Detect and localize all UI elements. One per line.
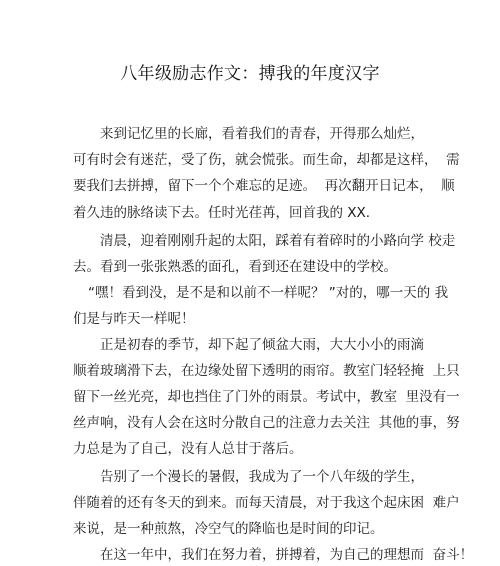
paragraph-4-line-3: 留下一丝光亮，却也挡住了门外的雨景。考试中，教室 里没有一 bbox=[73, 389, 460, 405]
paragraph-4-line-1: 正是初春的季节，却下起了倾盆大雨，大大小小的雨滴 bbox=[100, 337, 424, 353]
paragraph-2-line-1: 清晨，迎着刚刚升起的太阳，踩着有着碎时的小路向学 校走 bbox=[100, 233, 456, 249]
paragraph-1-line-3: 要我们去拼搏，留下一个个难忘的足迹。 再次翻开日记本， 顺 bbox=[73, 178, 455, 194]
essay-title: 八年级励志作文：搏我的年度汉字 bbox=[120, 64, 380, 84]
paragraph-5-line-2: 伴随着的还有冬天的到来。而每天清晨，对于我这个起床困 难户 bbox=[73, 495, 460, 511]
paragraph-5-line-1: 告别了一个漫长的暑假，我成为了一个八年级的学生， bbox=[100, 469, 424, 485]
paragraph-4-line-4: 丝声响，没有人会在这时分散自己的注意力去关注 其他的事，努 bbox=[73, 415, 460, 431]
paragraph-5-line-3: 来说，是一种煎熬，冷空气的降临也是时间的印记。 bbox=[73, 521, 384, 537]
paragraph-6-line-1: 在这一年中，我们在努力着，拼搏着，为自己的理想而 奋斗！ bbox=[100, 547, 474, 563]
paragraph-1-line-2: 可有时会有迷茫，受了伤，就会慌张。而生命，却都是这样， 需 bbox=[73, 152, 460, 168]
paragraph-1-line-4: 着久违的脉络读下去。任时光荏苒，回首我的 XX. bbox=[73, 205, 371, 221]
paragraph-1-line-1: 来到记忆里的长廊，看着我们的青春，开得那么灿烂， bbox=[100, 126, 424, 142]
paragraph-3-line-2: 们是与昨天一样呢！ bbox=[73, 311, 195, 327]
paragraph-2-line-2: 去。看到一张张熟悉的面孔，看到还在建设中的学校。 bbox=[73, 259, 397, 275]
paragraph-3-line-1: “嘿！看到没，是不是和以前不一样呢？ ”对的，哪一天的 我 bbox=[88, 285, 449, 301]
paragraph-4-line-2: 顺着玻璃滑下去，在边缘处留下透明的雨帘。教室门轻轻掩 上只 bbox=[73, 363, 460, 379]
paragraph-4-line-5: 力总是为了自己，没有人总甘于落后。 bbox=[73, 441, 303, 457]
